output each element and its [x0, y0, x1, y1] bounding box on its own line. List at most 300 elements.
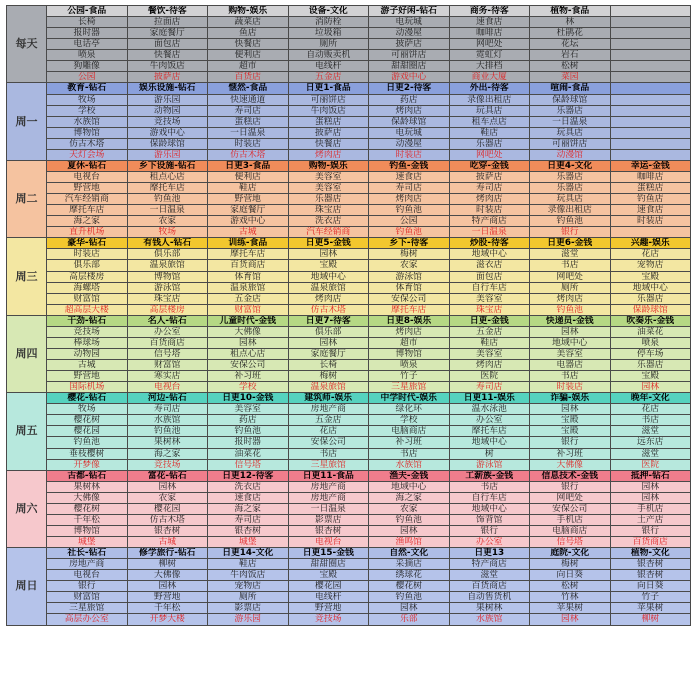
item-cell: 书店 [369, 448, 450, 459]
item-cell: 超市 [208, 61, 289, 72]
item-cell: 学校 [47, 105, 128, 116]
item-cell: 园林 [208, 337, 289, 348]
item-cell: 电线杆 [288, 61, 369, 72]
category-header-cell: 外出-待客 [449, 83, 530, 94]
reward-cell [610, 149, 691, 160]
category-header-cell: 社长-钻石 [47, 548, 128, 559]
item-cell: 银行 [449, 525, 530, 536]
item-cell: 电视台 [47, 171, 128, 182]
category-header-cell: 日更11-娱乐 [449, 393, 530, 404]
section-header-row [7, 393, 691, 404]
item-cell: 银杏树 [610, 559, 691, 570]
item-cell: 地域中心 [288, 271, 369, 282]
item-cell: 园林 [369, 525, 450, 536]
reward-cell: 水族馆 [369, 459, 450, 470]
item-cell: 樱花树 [369, 581, 450, 592]
item-cell: 网吧处 [530, 492, 611, 503]
item-cell: 保龄球馆 [127, 138, 208, 149]
item-cell: 海之家 [208, 503, 289, 514]
table-row [7, 514, 691, 525]
item-cell: 蔬菜店 [208, 17, 289, 28]
item-cell: 一日温泉 [288, 503, 369, 514]
table-row [7, 149, 691, 160]
category-header-cell: 庭院-文化 [530, 548, 611, 559]
reward-cell: 游戏中心 [369, 72, 450, 83]
section-header-row [7, 548, 691, 559]
category-header-cell: 自然-文化 [369, 548, 450, 559]
table-row [7, 260, 691, 271]
item-cell: 竞技场 [47, 326, 128, 337]
item-cell: 博物馆 [369, 348, 450, 359]
item-cell [610, 17, 691, 28]
item-cell: 烤肉店 [449, 360, 530, 371]
item-cell: 补习班 [369, 437, 450, 448]
item-cell: 停车场 [610, 348, 691, 359]
table-row [7, 249, 691, 260]
reward-cell: 网吧处 [449, 149, 530, 160]
reward-cell: 高层楼房 [127, 304, 208, 315]
item-cell: 地域中心 [449, 249, 530, 260]
item-cell: 垂枝樱树 [47, 448, 128, 459]
item-cell: 书店 [610, 415, 691, 426]
item-cell: 安保公司 [369, 293, 450, 304]
category-header-cell: 夏休-钻石 [47, 160, 128, 171]
item-cell: 博物馆 [47, 525, 128, 536]
item-cell: 自行车店 [449, 282, 530, 293]
reward-cell: 水族馆 [449, 614, 530, 625]
reward-cell: 银行 [530, 227, 611, 238]
category-header-cell: 植物-文化 [610, 548, 691, 559]
category-header-cell: 惬然-食品 [208, 83, 289, 94]
category-header-cell: 渔夫-金钱 [369, 470, 450, 481]
category-header-cell: 购物-娱乐 [208, 6, 289, 17]
item-cell: 水族馆 [47, 116, 128, 127]
item-cell: 游泳馆 [369, 271, 450, 282]
reward-cell: 钓鱼池 [530, 304, 611, 315]
item-cell: 地域中心 [449, 503, 530, 514]
item-cell: 药店 [208, 415, 289, 426]
category-header-cell: 中学时代-娱乐 [369, 393, 450, 404]
reward-cell: 竞技场 [288, 614, 369, 625]
item-cell: 牛肉饭店 [208, 570, 289, 581]
item-cell: 便利店 [208, 50, 289, 61]
reward-cell: 摩托车店 [369, 304, 450, 315]
item-cell: 汽车经销商 [47, 194, 128, 205]
item-cell: 乐器店 [610, 293, 691, 304]
item-cell: 乐器店 [288, 194, 369, 205]
item-cell: 珠宝店 [288, 205, 369, 216]
day-label: 周三 [7, 238, 47, 315]
item-cell: 补习班 [208, 371, 289, 382]
item-cell: 拉面店 [127, 17, 208, 28]
reward-cell: 天灯会场 [47, 149, 128, 160]
item-cell: 园林 [127, 581, 208, 592]
category-header-cell: 诈骗-娱乐 [530, 393, 611, 404]
item-cell: 远东店 [610, 437, 691, 448]
category-header-cell: 喧闹-食品 [530, 83, 611, 94]
item-cell: 游戏中心 [127, 127, 208, 138]
item-cell: 百货商店 [208, 260, 289, 271]
item-cell: 速食店 [610, 205, 691, 216]
category-header-cell: 日更3-食品 [208, 160, 289, 171]
reward-cell: 超高层大楼 [47, 304, 128, 315]
item-cell: 银行 [530, 437, 611, 448]
item-cell: 咖啡店 [610, 171, 691, 182]
table-row [7, 17, 691, 28]
item-cell: 喷泉 [610, 337, 691, 348]
category-header-cell: 日更8-娱乐 [369, 315, 450, 326]
reward-cell: 保龄球馆 [610, 304, 691, 315]
item-cell: 一日温泉 [530, 116, 611, 127]
category-header-cell: 日更13 [449, 548, 530, 559]
table-row [7, 614, 691, 625]
item-cell: 大佛像 [47, 492, 128, 503]
item-cell: 花店 [288, 426, 369, 437]
item-cell: 披萨店 [449, 171, 530, 182]
item-cell: 大佛像 [127, 570, 208, 581]
item-cell: 海之家 [127, 448, 208, 459]
item-cell: 电玩城 [369, 127, 450, 138]
reward-cell: 温泉旅馆 [288, 382, 369, 393]
reward-cell: 高层办公室 [47, 614, 128, 625]
item-cell: 绿化环 [369, 404, 450, 415]
table-row [7, 50, 691, 61]
reward-cell: 五金店 [288, 72, 369, 83]
item-cell: 时装店 [449, 205, 530, 216]
reward-cell: 菜园 [530, 72, 611, 83]
item-cell: 百货商店 [449, 581, 530, 592]
reward-cell: 一日温泉 [449, 227, 530, 238]
reward-cell: 古城 [127, 537, 208, 548]
item-cell: 宝殿 [610, 371, 691, 382]
table-row [7, 282, 691, 293]
item-cell: 咖啡店 [449, 28, 530, 39]
item-cell: 寿司店 [208, 105, 289, 116]
item-cell: 高层楼房 [47, 271, 128, 282]
category-header-cell: 娱乐设施-钻石 [127, 83, 208, 94]
table-row [7, 559, 691, 570]
item-cell: 书店 [288, 448, 369, 459]
category-header-cell: 兴趣-娱乐 [610, 238, 691, 249]
item-cell: 油菜花 [610, 326, 691, 337]
item-cell: 钓鱼池 [369, 205, 450, 216]
item-cell: 钓鱼池 [530, 216, 611, 227]
item-cell: 书店 [449, 481, 530, 492]
item-cell: 喷泉 [369, 360, 450, 371]
item-cell: 房地产商 [288, 481, 369, 492]
item-cell: 公园 [369, 216, 450, 227]
item-cell: 保龄球馆 [530, 94, 611, 105]
reward-cell: 动漫馆 [530, 149, 611, 160]
reward-cell: 渔鸣馆 [369, 537, 450, 548]
item-cell: 网吧处 [449, 39, 530, 50]
item-cell: 厕所 [208, 592, 289, 603]
item-cell: 乐器店 [530, 105, 611, 116]
item-cell: 钓鱼池 [127, 426, 208, 437]
schedule-sheet [6, 5, 690, 669]
item-cell: 园林 [288, 337, 369, 348]
table-row [7, 603, 691, 614]
item-cell: 宝殿 [530, 426, 611, 437]
item-cell: 摩托车店 [47, 205, 128, 216]
item-cell: 长椅 [288, 360, 369, 371]
item-cell: 书店 [530, 260, 611, 271]
reward-cell: 珠宝店 [449, 304, 530, 315]
reward-cell: 商业大厦 [449, 72, 530, 83]
reward-cell: 信号塔 [530, 537, 611, 548]
reward-cell: 城堡 [208, 537, 289, 548]
item-cell: 野营地 [47, 183, 128, 194]
item-cell: 野营地 [47, 371, 128, 382]
item-cell: 樱花园 [127, 503, 208, 514]
item-cell: 野营地 [208, 194, 289, 205]
item-cell: 厕所 [288, 39, 369, 50]
item-cell: 钓鱼池 [369, 592, 450, 603]
item-cell: 花坛 [530, 39, 611, 50]
reward-cell: 古城 [208, 227, 289, 238]
item-cell: 时装店 [47, 249, 128, 260]
item-cell: 棒球场 [47, 337, 128, 348]
section-header-row [7, 6, 691, 17]
category-header-cell: 工薪族-金钱 [449, 470, 530, 481]
category-header-cell [610, 6, 691, 17]
item-cell: 报时器 [47, 28, 128, 39]
reward-cell: 开梦像 [47, 459, 128, 470]
item-cell: 梅树 [288, 371, 369, 382]
item-cell: 甜甜圈店 [369, 61, 450, 72]
item-cell: 蛋糕店 [208, 116, 289, 127]
item-cell: 地域中心 [530, 337, 611, 348]
table-row [7, 271, 691, 282]
item-cell: 洗衣店 [208, 481, 289, 492]
item-cell: 樱花园 [288, 581, 369, 592]
table-row [7, 326, 691, 337]
item-cell: 百货商店 [127, 337, 208, 348]
item-cell: 花店 [610, 249, 691, 260]
reward-cell: 大佛像 [530, 459, 611, 470]
category-header-cell: 日更2-待客 [369, 83, 450, 94]
item-cell: 古城 [47, 360, 128, 371]
item-cell: 玩具店 [530, 127, 611, 138]
day-label: 周五 [7, 393, 47, 470]
item-cell: 银杏树 [208, 525, 289, 536]
item-cell: 钓鱼池 [369, 514, 450, 525]
item-cell: 动物园 [127, 105, 208, 116]
item-cell: 厕所 [530, 282, 611, 293]
table-row [7, 503, 691, 514]
category-header-cell: 炒股-待客 [449, 238, 530, 249]
table-row [7, 205, 691, 216]
reward-cell: 游乐园 [208, 614, 289, 625]
item-cell: 租点心店 [208, 348, 289, 359]
section-header-row [7, 315, 691, 326]
item-cell: 摩托车店 [127, 183, 208, 194]
reward-cell: 时装店 [369, 149, 450, 160]
item-cell: 五金店 [288, 415, 369, 426]
item-cell: 美容室 [288, 183, 369, 194]
item-cell: 快速通道 [208, 94, 289, 105]
category-header-cell: 日更11-食品 [288, 470, 369, 481]
category-header-cell: 日更1-食品 [288, 83, 369, 94]
item-cell: 财富馆 [47, 592, 128, 603]
item-cell: 滋衣店 [449, 260, 530, 271]
item-cell: 披萨店 [369, 39, 450, 50]
item-cell: 林 [530, 17, 611, 28]
item-cell: 一日温泉 [208, 127, 289, 138]
day-label: 每天 [7, 6, 47, 83]
reward-cell: 柳树 [610, 614, 691, 625]
weekly-schedule-table [6, 5, 691, 626]
item-cell: 银杏树 [610, 570, 691, 581]
reward-cell [610, 227, 691, 238]
item-cell: 租点心店 [127, 171, 208, 182]
item-cell: 寿司店 [127, 404, 208, 415]
item-cell: 体育馆 [208, 271, 289, 282]
item-cell: 滋堂 [610, 448, 691, 459]
item-cell: 树 [449, 448, 530, 459]
item-cell: 博物馆 [47, 127, 128, 138]
reward-cell: 披萨店 [127, 72, 208, 83]
reward-cell: 烤肉店 [288, 149, 369, 160]
table-row [7, 171, 691, 182]
item-cell: 电器店 [530, 360, 611, 371]
category-header-cell: 名人-钻石 [127, 315, 208, 326]
section-header-row [7, 470, 691, 481]
item-cell: 录像出租店 [449, 94, 530, 105]
reward-cell: 三星旅馆 [369, 382, 450, 393]
item-cell: 家庭餐厅 [127, 28, 208, 39]
item-cell: 自动贩卖机 [288, 50, 369, 61]
item-cell: 烤肉店 [288, 293, 369, 304]
item-cell: 松树 [530, 581, 611, 592]
reward-cell: 游泳馆 [449, 459, 530, 470]
item-cell: 烤肉店 [369, 326, 450, 337]
reward-cell: 竞技场 [127, 459, 208, 470]
table-row [7, 448, 691, 459]
item-cell: 竹子 [369, 371, 450, 382]
item-cell: 乐器店 [530, 171, 611, 182]
section-header-row [7, 238, 691, 249]
category-header-cell: 日更12-待客 [208, 470, 289, 481]
item-cell: 钓鱼店 [610, 194, 691, 205]
table-row [7, 570, 691, 581]
item-cell: 温泉旅馆 [288, 282, 369, 293]
item-cell: 苹果树 [610, 603, 691, 614]
item-cell: 电玩城 [369, 17, 450, 28]
reward-cell: 电视台 [288, 537, 369, 548]
category-header-cell: 日更15-金钱 [288, 548, 369, 559]
item-cell: 乐器店 [610, 360, 691, 371]
table-row [7, 61, 691, 72]
item-cell: 速食店 [369, 171, 450, 182]
item-cell: 录像出租店 [530, 205, 611, 216]
table-row [7, 72, 691, 83]
item-cell: 时装店 [610, 216, 691, 227]
category-header-cell: 餐饮-待客 [127, 6, 208, 17]
reward-cell: 开梦大楼 [127, 614, 208, 625]
item-cell: 果树林 [127, 437, 208, 448]
reward-cell: 乐部 [369, 614, 450, 625]
item-cell: 美容室 [208, 404, 289, 415]
item-cell: 书店 [530, 371, 611, 382]
item-cell: 电视台 [47, 570, 128, 581]
item-cell [610, 138, 691, 149]
item-cell: 便利店 [208, 171, 289, 182]
item-cell: 鞋店 [449, 127, 530, 138]
item-cell: 摩托车店 [449, 426, 530, 437]
item-cell: 美容室 [530, 348, 611, 359]
table-row [7, 138, 691, 149]
item-cell: 博物馆 [127, 271, 208, 282]
item-cell: 安保公司 [530, 503, 611, 514]
table-row [7, 437, 691, 448]
category-header-cell: 信息技术-金钱 [530, 470, 611, 481]
item-cell: 寿司店 [449, 183, 530, 194]
reward-cell: 医院 [610, 459, 691, 470]
category-header-cell: 钓鱼-金钱 [369, 160, 450, 171]
item-cell: 玩具店 [449, 105, 530, 116]
item-cell: 信号塔 [127, 348, 208, 359]
category-header-cell: 日更4-文化 [530, 160, 611, 171]
reward-cell: 城堡 [47, 537, 128, 548]
item-cell: 宠物店 [610, 260, 691, 271]
item-cell: 美容室 [449, 293, 530, 304]
category-header-cell: 豪华-钻石 [47, 238, 128, 249]
item-cell: 园林 [610, 492, 691, 503]
reward-cell: 直升机场 [47, 227, 128, 238]
item-cell: 烤肉店 [369, 105, 450, 116]
day-label: 周四 [7, 315, 47, 392]
item-cell: 面包店 [449, 271, 530, 282]
table-row [7, 537, 691, 548]
table-row [7, 304, 691, 315]
table-row [7, 525, 691, 536]
item-cell: 地域中心 [369, 481, 450, 492]
item-cell: 仿古木塔 [47, 138, 128, 149]
item-cell: 俱乐部 [47, 260, 128, 271]
item-cell: 农家 [369, 503, 450, 514]
category-header-cell: 日更7-待客 [288, 315, 369, 326]
section-header-row [7, 83, 691, 94]
item-cell: 滋堂 [610, 426, 691, 437]
item-cell: 温泉旅馆 [208, 282, 289, 293]
table-row [7, 492, 691, 503]
category-header-cell: 训练-食品 [208, 238, 289, 249]
item-cell: 蛋糕店 [288, 116, 369, 127]
item-cell: 垃圾箱 [288, 28, 369, 39]
item-cell: 海之家 [369, 492, 450, 503]
item-cell [610, 28, 691, 39]
table-row [7, 426, 691, 437]
reward-cell: 时装店 [530, 382, 611, 393]
item-cell: 快餐店 [208, 39, 289, 50]
category-header-cell: 公园-食品 [47, 6, 128, 17]
category-header-cell: 游子好闲-钻石 [369, 6, 450, 17]
item-cell: 梅树 [530, 559, 611, 570]
category-header-cell: 日更6-金钱 [530, 238, 611, 249]
reward-cell: 国际机场 [47, 382, 128, 393]
item-cell: 快餐店 [288, 138, 369, 149]
table-row [7, 415, 691, 426]
item-cell: 租车点店 [449, 116, 530, 127]
category-header-cell: 教育-钻石 [47, 83, 128, 94]
reward-cell: 公园 [47, 72, 128, 83]
item-cell: 影票店 [288, 514, 369, 525]
item-cell: 一日温泉 [127, 205, 208, 216]
table-row [7, 116, 691, 127]
item-cell: 速食店 [449, 17, 530, 28]
item-cell: 滋堂 [530, 249, 611, 260]
